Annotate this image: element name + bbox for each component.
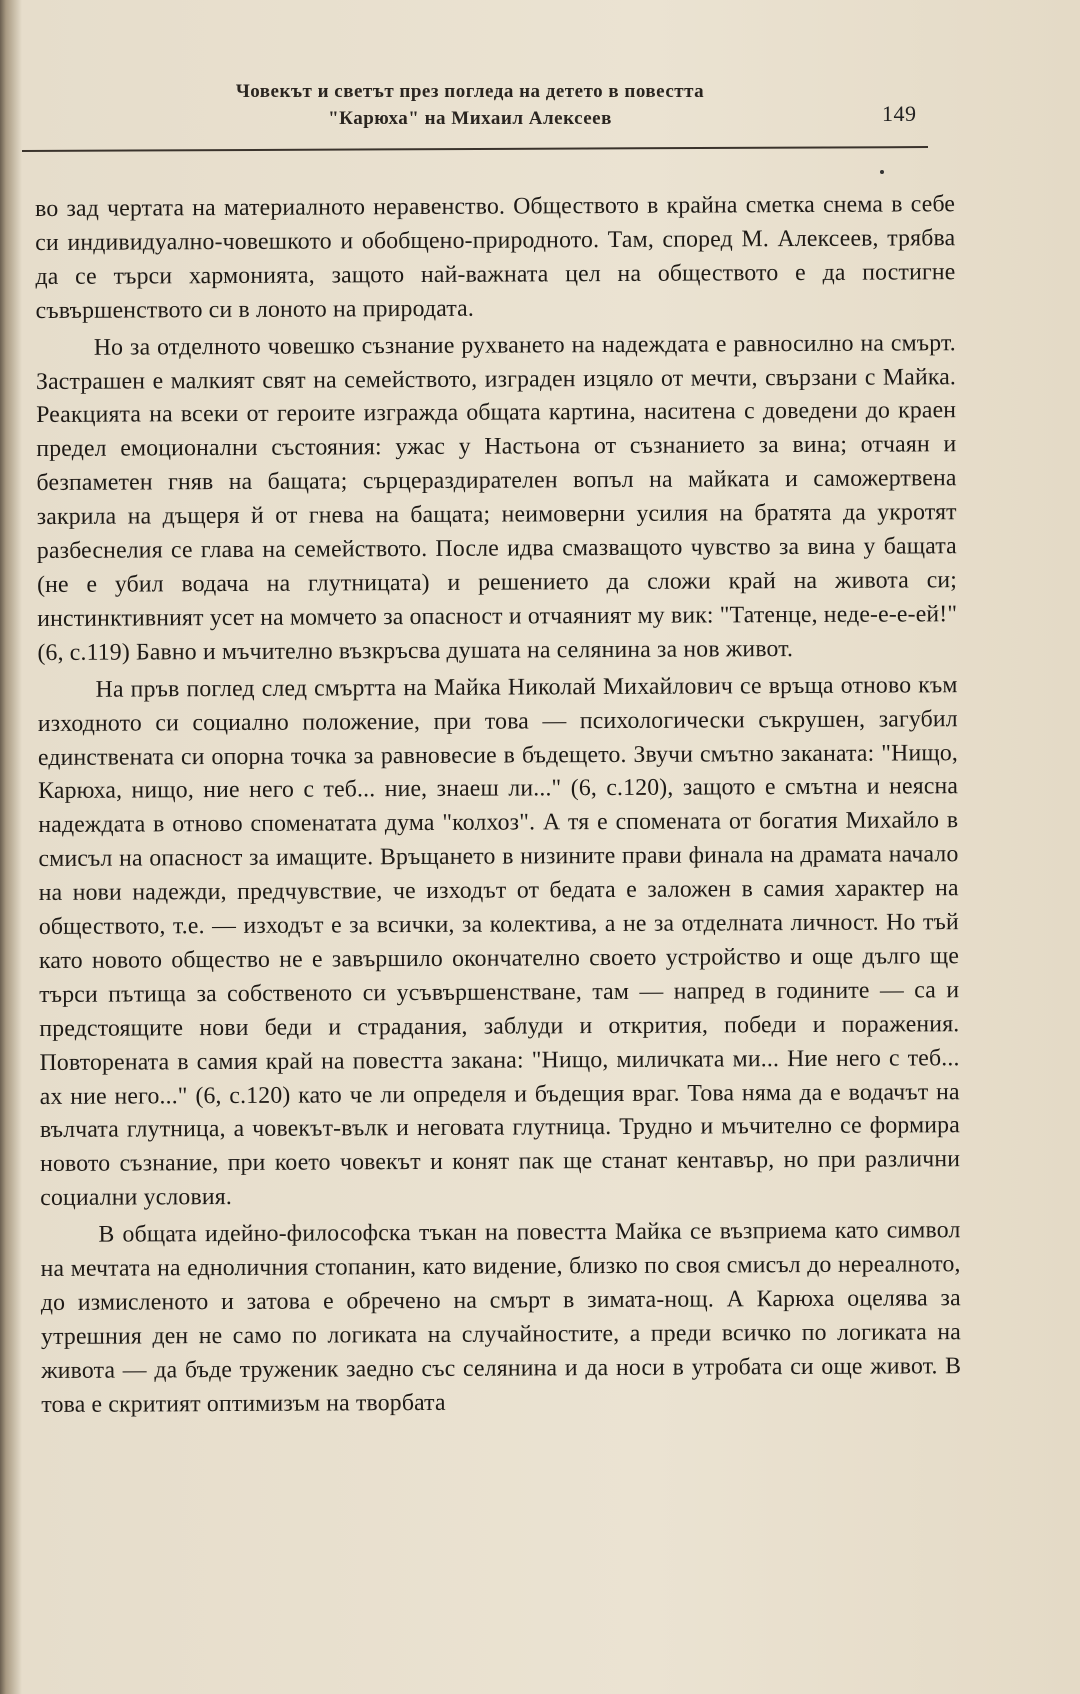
paragraph: На пръв поглед след смъртта на Майка Николай Михайлович се връща отново към изходното си социално положение, при това — психологически съкрушен, загубил единствената си опорна точка за равновесие в бъдещето. Звучи смътно заканата: "Нищо, Карюха, нищо, ние него с теб... ние, знаеш ли..." (6, с.120), защото е смътна и неясна надеждата в отново споменатата дума "колхоз". А тя е спомената от богатия Михайло в смисъл на опасност за имащите. Връщането в низините прави финала на драмата начало на нови надежди, предчувствие, че изходът от бедата е заложен в самия характер на обществото, т.е. — изходът е за всички, за колектива, а не за отделната личност. Но тъй като новото общество не е завършило окончателно своето устройство и още дълго ще търси пътища за собственото си усъвършенстване, там — напред в годините — са и предстоящите нови беди и страдания, заблуди и открития, победи и поражения. Повторената в самия край на повестта закана: "Нищо, миличката ми... Ние него с теб... ах ние него..." (6, с.120) като че ли определя и бъдещия враг. Това няма да е водачът на вълчата глутница, а човекът-вълк и неговата глутница. Трудно и мъчително се формира новото съзнание, при което човекът и конят пак ще станат кентавър, но при различни социални условия.	[37, 671, 961, 1212]
running-head	[150, 78, 790, 132]
page-number: 149	[882, 101, 917, 126]
paragraph: В общата идейно-философска тъкан на повестта Майка се възприема като символ на мечтата на едноличния стопанин, като видение, близко по своя смисъл до нереалното, до измисленото и затова е обречено на смърт в зимата-нощ. А Карюха оцелява за утрешния ден не само по логиката на случайностите, а преди всичко по логиката на живота — да бъде труженик заедно със селянина и да носи в утробата си още живот. В това е скритият оптимизъм на творбата	[40, 1217, 962, 1418]
header-rule	[22, 146, 928, 152]
body-text	[35, 188, 961, 1422]
print-speck	[880, 170, 884, 174]
paragraph: Но за отделното човешко съзнание рухването на надеждата е равносилно на смърт. Застрашен е малкият свят на семейството, изграден изцяло от мечти, свързани с Майка. Реакцията на всеки от героите изгражда общата картина, наситена с доведени до краен предел емоционални състояния: ужас у Настьона от съзнанието за вина; отчаян и безпаметен гняв на бащата; сърцераздирателен вопъл на майката и саможертвена закрила на дъщеря й от гнева на бащата; неимоверни усилия на братята да укротят разбеснелия се глава на семейството. После идва смазващото чувство за вина у бащата (не е убил водача на глутницата) и решението да сложи край на живота си; инстинктивният усет на момчето за опасност и отчаяният му вик: "Татенце, неде-е-е-ей!" (6, с.119) Бавно и мъчително възкръсва душата на селянина за нов живот.	[35, 329, 958, 666]
paragraph-continuation: во зад чертата на материалното неравенство. Обществото в крайна сметка снема в себе си индивидуално-човешкото и обобщено-природното. Там, според М. Алексеев, трябва да се търси хармонията, защото най-важната цел на обществото е да постигне съвършенството си в лоното на природата.	[35, 191, 956, 324]
running-head-line-2: "Карюха" на Михаил Алексеев	[328, 108, 612, 129]
running-head-line-1: Човекът и светът през погледа на детето в повестта	[235, 81, 705, 102]
